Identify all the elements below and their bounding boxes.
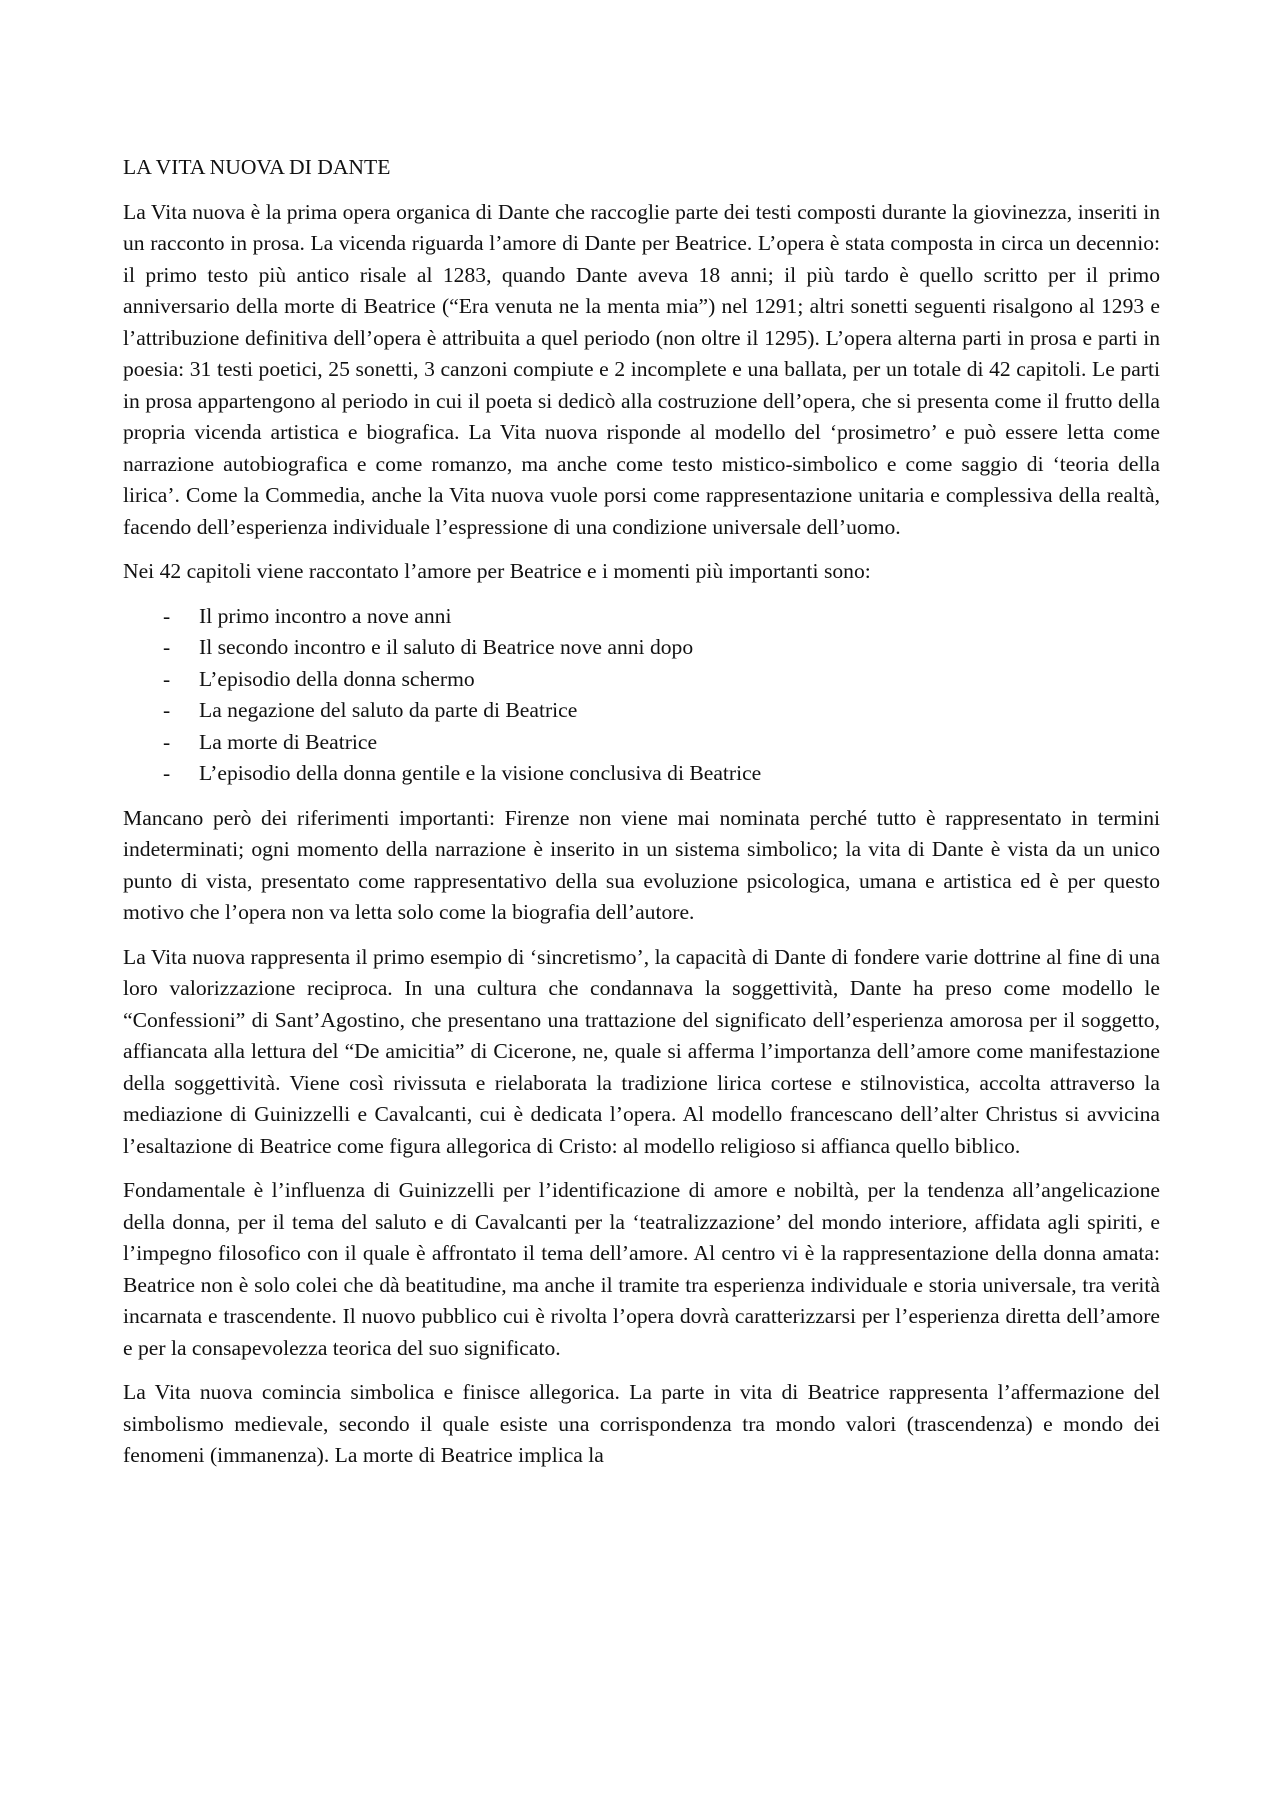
list-item-text: La morte di Beatrice <box>199 729 378 754</box>
list-item <box>123 632 1160 664</box>
list-item <box>123 601 1160 633</box>
list-marker: - <box>163 698 171 722</box>
list-item-text: La negazione del saluto da parte di Beatrice <box>199 698 578 722</box>
list-marker: - <box>163 666 171 691</box>
document-page <box>123 152 1160 1485</box>
paragraph-influences: Fondamentale è l’influenza di Guinizzelli per l’identificazione di amore e nobiltà, per la tendenza all’angelicazione della donna, per il tema del saluto e di Cavalcanti per la ‘teatralizzazione’ del mondo interiore, affidata agli spiriti, e l’impegno filosofico con il quale è affrontato il tema dell’amore. Al centro vi è la rappresentazione della donna amata: Beatrice non è solo colei che dà beatitudine, ma anche il tramite tra esperienza individuale e storia universale, tra verità incarnata e trascendente. Il nuovo pubblico cui è rivolta l’opera dovrà caratterizzarsi per l’esperienza diretta dell’amore e per la consapevolezza teorica del suo significato. <box>123 1178 1160 1360</box>
document-title: LA VITA NUOVA DI DANTE <box>123 155 391 179</box>
list-item-text: L’episodio della donna gentile e la visione conclusiva di Beatrice <box>199 761 762 785</box>
list-marker: - <box>163 603 171 628</box>
list-item <box>123 727 1160 759</box>
paragraph-chapters: Nei 42 capitoli viene raccontato l’amore per Beatrice e i momenti più importanti sono: <box>123 559 871 583</box>
paragraph-intro: La Vita nuova è la prima opera organica di Dante che raccoglie parte dei testi composti durante la giovinezza, inseriti in un racconto in prosa. La vicenda riguarda l’amore di Dante per Beatrice. L’opera è stata composta in circa un decennio: il primo testo più antico risale al 1283, quando Dante aveva 18 anni; il più tardo è quello scritto per il primo anniversario della morte di Beatrice (“Era venuta ne la menta mia”) nel 1291; altri sonetti seguenti risalgono al 1293 e l’attribuzione definitiva dell’opera è attribuita a quel periodo (non oltre il 1295). L’opera alterna parti in prosa e parti in poesia: 31 testi poetici, 25 sonetti, 3 canzoni compiute e 2 incomplete e una ballata, per un totale di 42 capitoli. Le parti in prosa appartengono al periodo in cui il poeta si dedicò alla costruzione dell’opera, che si presenta come il frutto della propria vicenda artistica e biografica. La Vita nuova risponde al modello del ‘prosimetro’ e può essere letta come narrazione autobiografica e come romanzo, ma anche come testo mistico-simbolico e come saggio di ‘teoria della lirica’. Come la Commedia, anche la Vita nuova vuole porsi come rappresentazione unitaria e complessiva della realtà, facendo dell’esperienza individuale l’espressione di una condizione universale dell’uomo. <box>123 199 1160 539</box>
paragraph-symbolic-allegoric: La Vita nuova comincia simbolica e finisce allegorica. La parte in vita di Beatrice rappresenta l’affermazione del simbolismo medievale, secondo il quale esiste una corrispondenza tra mondo valori (trascendenza) e mondo dei fenomeni (immanenza). La morte di Beatrice implica la <box>123 1380 1160 1467</box>
list-item <box>123 695 1160 727</box>
paragraph-sincretismo: La Vita nuova rappresenta il primo esempio di ‘sincretismo’, la capacità di Dante di fondere varie dottrine al fine di una loro valorizzazione reciproca. In una cultura che condannava la soggettività, Dante ha preso come modello le “Confessioni” di Sant’Agostino, che presentano una trattazione del significato dell’esperienza amorosa per il soggetto, affiancata alla lettura del “De amicitia” di Cicerone, ne, quale si afferma l’importanza dell’amore come manifestazione della soggettività. Viene così rivissuta e rielaborata la tradizione lirica cortese e stilnovistica, accolta attraverso la mediazione di Guinizzelli e Cavalcanti, cui è dedicata l’opera. Al modello francescano dell’alter Christus si avvicina l’esaltazione di Beatrice come figura allegorica di Cristo: al modello religioso si affianca quello biblico. <box>123 944 1160 1158</box>
list-marker: - <box>163 761 171 785</box>
moments-list <box>123 601 1160 790</box>
list-item-text: L’episodio della donna schermo <box>199 666 475 691</box>
list-marker: - <box>163 729 171 754</box>
list-item-text: Il secondo incontro e il saluto di Beatrice nove anni dopo <box>199 635 694 659</box>
list-item-text: Il primo incontro a nove anni <box>199 603 452 628</box>
list-item <box>123 664 1160 696</box>
list-item <box>123 758 1160 790</box>
list-marker: - <box>163 635 171 659</box>
paragraph-missing-references: Mancano però dei riferimenti importanti: Firenze non viene mai nominata perché tutto è rappresentato in termini indeterminati; ogni momento della narrazione è inserito in un sistema simbolico; la vita di Dante è vista da un unico punto di vista, presentato come rappresentativo della sua evoluzione psicologica, umana e artistica ed è per questo motivo che l’opera non va letta solo come la biografia dell’autore. <box>123 805 1160 924</box>
